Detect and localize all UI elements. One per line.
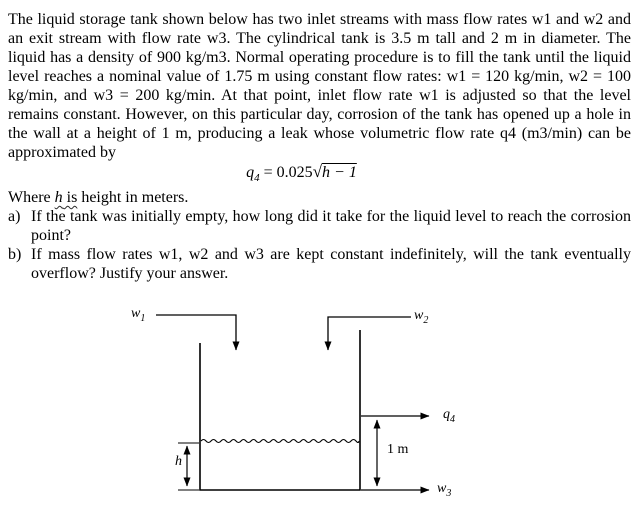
problem-statement: The liquid storage tank shown below has two inlet streams with mass flow rates w1 and w2 and an exit stream with flow rate w3. The cylindrical tank is 3.5 m tall and 2 m in diameter. The liquid has a density of 900 kg/m3. Normal operating procedure is to fill the tank until the liquid level reaches a nominal value of 1.75 m using constant flow rates: w1 = 120 kg/min, w2 = 100 kg/min, and w3 = 200 kg/min. At that point, inlet flow rate w1 is adjusted so that the level remains constant. However, on this particular day, corrosion of the tank has opened up a hole in the wall at a height of 1 m, producing a leak whose volumetric flow rate q4 (m3/min) can be approximated by xyxy=(8,11,631,161)
tank-diagram xyxy=(0,300,640,527)
equation-coefficient: = 0.025 xyxy=(259,164,313,181)
w1-label: $w_1$ xyxy=(131,306,146,324)
question-item-b xyxy=(8,245,631,283)
radicand: h − 1 xyxy=(322,164,357,181)
tank-figure xyxy=(0,300,640,527)
inlet-pipe-w2 xyxy=(328,317,411,350)
liquid-surface-wave xyxy=(201,440,359,443)
one-m-label: 1 m xyxy=(387,442,409,457)
item-label-b: b) xyxy=(8,246,22,264)
radical-sign: √ xyxy=(312,162,323,181)
item-text-a: If the tank was initially empty, how long did it take for the liquid level to reach the corrosion point? xyxy=(31,208,631,245)
where-suffix: height in meters. xyxy=(77,189,189,207)
item-text-b: If mass flow rates w1, w2 and w3 are kept constant indefinitely, will the tank eventually overflow? Justify your answer. xyxy=(31,246,631,283)
spellcheck-underlined-text: h is xyxy=(54,189,78,207)
equation-variable: $q_4$ xyxy=(246,164,260,185)
question-item-a xyxy=(8,207,631,245)
tank-outline xyxy=(200,330,360,490)
inlet-pipe-w1 xyxy=(156,315,236,350)
w3-label: $w_3$ xyxy=(437,481,452,499)
leak-equation xyxy=(8,162,631,188)
h-label: h xyxy=(175,454,182,469)
where-prefix: Where xyxy=(8,189,55,207)
w2-label: $w_2$ xyxy=(414,308,429,326)
q4-label: $q_4$ xyxy=(443,407,455,425)
item-label-a: a) xyxy=(8,208,21,226)
where-clause xyxy=(8,188,631,207)
